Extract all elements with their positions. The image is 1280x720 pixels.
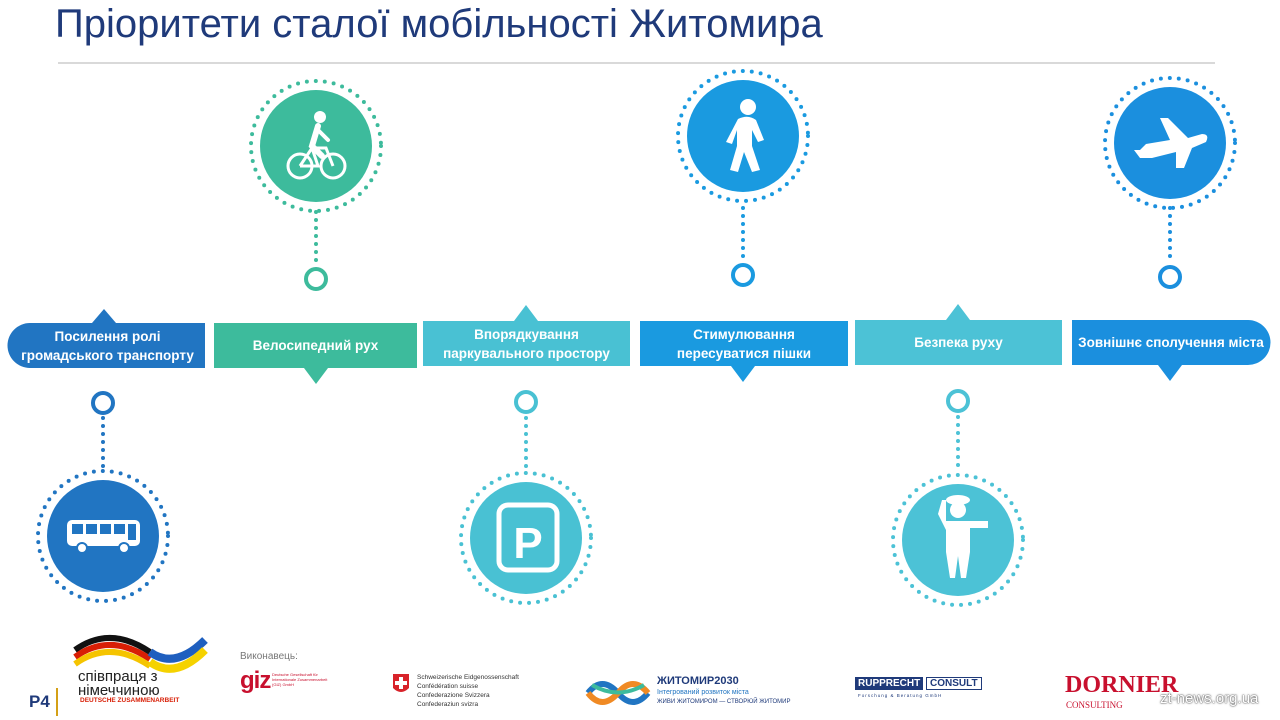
zhytomyr2030-subtitle: Інтегрований розвиток міста	[657, 689, 749, 696]
banner-label-external-connection: Зовнішнє сполучення міста	[1078, 335, 1264, 350]
watermark: zt-news.org.ua	[1160, 690, 1259, 707]
dornier-subtitle: CONSULTING	[1066, 700, 1123, 710]
cooperation-line-2: німеччиною	[78, 682, 160, 699]
zhytomyr2030-slogan: ЖИВИ ЖИТОМИРОМ — СТВОРЮЙ ЖИТОМИР	[657, 699, 791, 705]
executor-label: Виконавець:	[240, 651, 298, 662]
swiss-line-1: Schweizerische Eidgenossenschaft	[417, 674, 519, 681]
page-number-accent	[56, 688, 58, 716]
airplane-medallion	[1105, 78, 1235, 208]
parking-medallion	[461, 473, 591, 603]
svg-text:P: P	[513, 519, 543, 568]
connector-parking	[516, 392, 536, 470]
connector-public-transport	[93, 393, 113, 470]
swiss-line-3: Confederazione Svizzera	[417, 692, 490, 699]
rupprecht-subtitle: Forschung & Beratung GmbH	[858, 693, 943, 698]
swiss-line-4: Confederaziun svizra	[417, 701, 479, 708]
banner-label-cycling: Велосипедний рух	[252, 338, 379, 353]
rupprecht-logo-left: RUPPRECHT	[855, 677, 923, 690]
zhytomyr2030-title: ЖИТОМИР2030	[657, 675, 739, 687]
dornier-logo: DORNIER	[1065, 672, 1179, 698]
cooperation-line-1: співпраця з	[78, 668, 158, 685]
cycling-medallion	[251, 81, 381, 211]
connector-external	[1160, 208, 1180, 287]
page-number: P4	[29, 692, 50, 711]
cooperation-line-3: DEUTSCHE ZUSAMMENARBEIT	[80, 697, 180, 704]
road-safety-medallion	[893, 475, 1023, 605]
banner-label-public-transport: Посилення ролі громадського транспорту	[21, 328, 194, 363]
walking-medallion	[678, 71, 808, 201]
giz-logo: giz	[240, 667, 271, 694]
banner-label-walking: Стимулювання пересуватися пішки	[676, 326, 812, 361]
giz-subtitle: Deutsche Gesellschaft für Internationale Zusammenarbeit (GIZ) GmbH	[272, 672, 328, 687]
bus-medallion	[38, 471, 168, 601]
connector-cycling	[306, 212, 326, 289]
zhytomyr2030-logo-mark	[588, 684, 648, 702]
banner-label-parking: Впорядкування паркувального простору	[443, 326, 610, 361]
connector-road-safety	[948, 391, 968, 470]
swiss-flag-logo	[393, 674, 409, 692]
germany-cooperation-logo	[75, 638, 205, 669]
page-title: Пріоритети сталої мобільності Житомира	[55, 2, 823, 46]
swiss-line-2: Confédération suisse	[417, 683, 479, 690]
connector-walking	[733, 208, 753, 285]
banner-label-road-safety: Безпека руху	[914, 335, 1003, 350]
rupprecht-logo-right: CONSULT	[926, 677, 982, 690]
